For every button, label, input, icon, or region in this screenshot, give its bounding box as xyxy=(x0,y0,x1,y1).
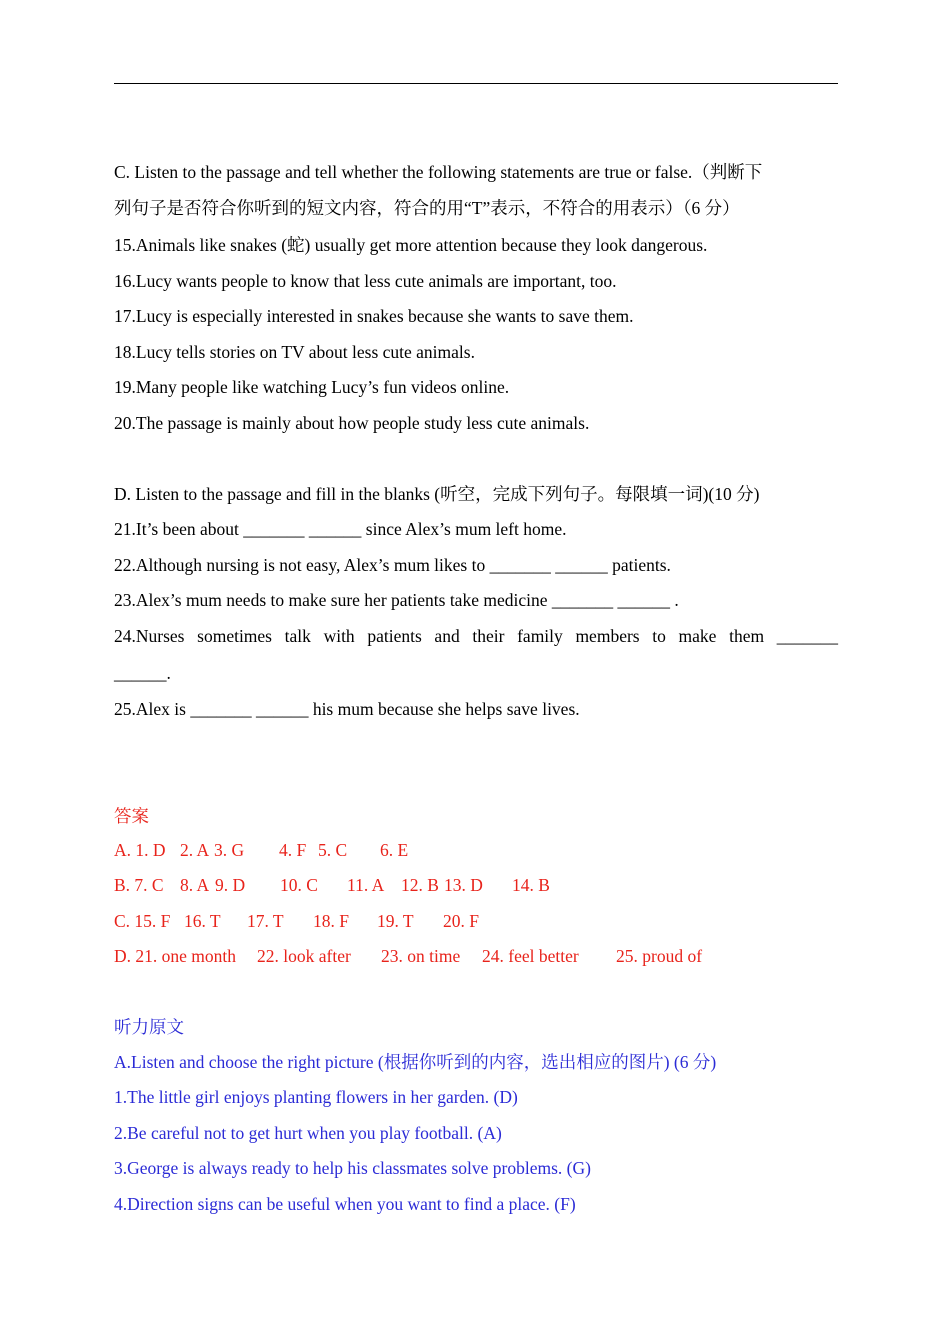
answer-item: 10. C xyxy=(280,875,318,895)
answer-item: 6. E xyxy=(380,840,409,860)
transcript-item-2: 2.Be careful not to get hurt when you play football. (A) xyxy=(114,1123,502,1143)
answers-title: 答案 xyxy=(114,806,149,826)
header-rule xyxy=(114,83,838,84)
answer-item: 19. T xyxy=(377,911,414,931)
transcript-item-1: 1.The little girl enjoys planting flowers in her garden. (D) xyxy=(114,1087,518,1107)
section-c-heading: C. Listen to the passage and tell whether the following statements are true or false.（判断下 xyxy=(114,162,763,182)
answer-item: 20. F xyxy=(443,911,479,931)
answers-row-c xyxy=(114,910,838,932)
section-c-heading-cont: 列句子是否符合你听到的短文内容，符合的用“T”表示，不符合的用表示）（6 分） xyxy=(114,198,740,218)
answers-row-d xyxy=(114,945,838,967)
transcript-heading: A.Listen and choose the right picture (根据你听到的内容，选出相应的图片) (6 分) xyxy=(114,1052,717,1072)
section-d-heading: D. Listen to the passage and fill in the blanks (听空，完成下列句子。每限填一词)(10 分) xyxy=(114,484,760,504)
answer-item: C. 15. F xyxy=(114,911,171,931)
question-20: 20.The passage is mainly about how people study less cute animals. xyxy=(114,413,590,433)
question-25: 25.Alex is _______ ______ his mum because she helps save lives. xyxy=(114,699,580,719)
question-18: 18.Lucy tells stories on TV about less cute animals. xyxy=(114,342,475,362)
answer-item: 14. B xyxy=(512,875,550,895)
answer-item: 18. F xyxy=(313,911,349,931)
question-16: 16.Lucy wants people to know that less cute animals are important, too. xyxy=(114,271,617,291)
question-19: 19.Many people like watching Lucy’s fun videos online. xyxy=(114,377,510,397)
transcript-item-3: 3.George is always ready to help his classmates solve problems. (G) xyxy=(114,1158,591,1178)
answer-item: 11. A xyxy=(347,875,385,895)
question-22: 22.Although nursing is not easy, Alex’s mum likes to _______ ______ patients. xyxy=(114,555,671,575)
answer-item: 5. C xyxy=(318,840,348,860)
answers-row-a xyxy=(114,839,838,861)
answer-item: 13. D xyxy=(444,875,483,895)
answer-item: 25. proud of xyxy=(616,946,703,966)
answer-item: 12. B xyxy=(401,875,439,895)
answer-item: 3. G xyxy=(214,840,245,860)
question-21: 21.It’s been about _______ ______ since Alex’s mum left home. xyxy=(114,519,567,539)
question-24: 24.Nurses sometimes talk with patients and their family members to make them _______ xyxy=(114,626,838,646)
question-15: 15.Animals like snakes (蛇) usually get more attention because they look dangerous. xyxy=(114,235,708,255)
answer-item: 16. T xyxy=(184,911,221,931)
question-24-cont: ______. xyxy=(114,663,171,683)
answer-item: D. 21. one month xyxy=(114,946,237,966)
answer-item: 24. feel better xyxy=(482,946,579,966)
answer-item: 2. A xyxy=(180,840,210,860)
question-23: 23.Alex’s mum needs to make sure her patients take medicine _______ ______ . xyxy=(114,590,679,610)
answer-item: A. 1. D xyxy=(114,840,166,860)
answer-item: 17. T xyxy=(247,911,284,931)
answer-item: B. 7. C xyxy=(114,875,164,895)
answer-item: 4. F xyxy=(279,840,307,860)
answers-row-b xyxy=(114,874,838,896)
question-17: 17.Lucy is especially interested in snakes because she wants to save them. xyxy=(114,306,634,326)
answer-item: 9. D xyxy=(215,875,246,895)
answer-item: 8. A xyxy=(180,875,210,895)
transcript-title: 听力原文 xyxy=(114,1017,184,1037)
answer-item: 23. on time xyxy=(381,946,461,966)
answer-item: 22. look after xyxy=(257,946,351,966)
transcript-item-4: 4.Direction signs can be useful when you want to find a place. (F) xyxy=(114,1194,576,1214)
